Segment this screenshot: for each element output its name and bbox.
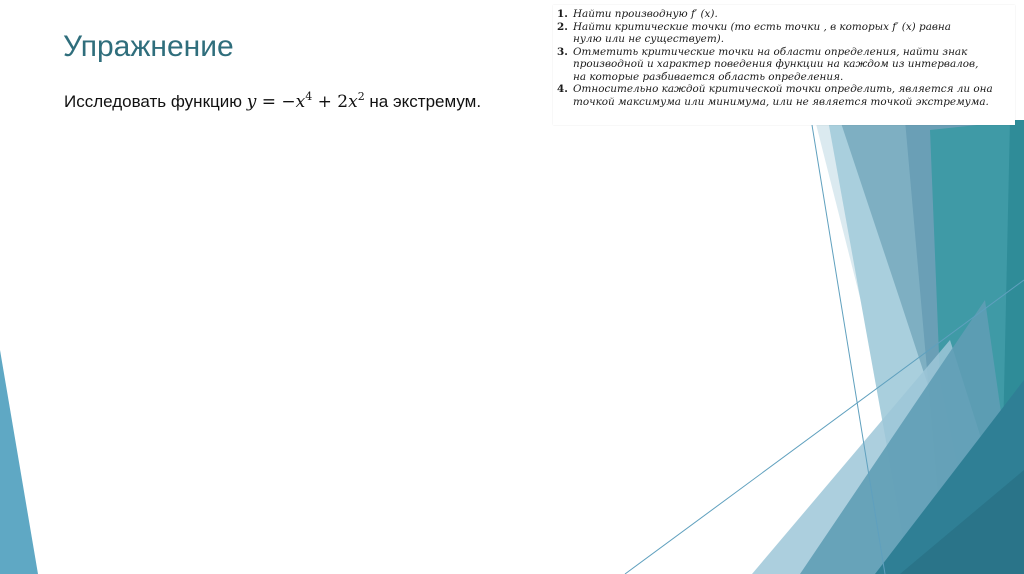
left-edge-shape [0,350,38,574]
formula-x1: x [295,92,306,112]
step-item [557,21,1015,46]
step-text: Относительно каждой критической точки определить, является ли она точкой максимума или минимума, или не является точкой экстремума. [573,83,993,108]
task-statement [64,90,481,112]
step-text: Найти производную f′ (x). [573,8,718,20]
formula-x2: x [348,92,358,112]
step-number: 3. [557,45,568,58]
task-formula [247,92,365,112]
step-item [557,83,1015,108]
step-item [557,8,1015,21]
algorithm-steps [553,5,1015,108]
step-number: 4. [557,83,568,95]
task-suffix: на экстремум. [364,92,482,111]
step-number: 1. [557,8,568,20]
formula-eq: = − [256,92,296,112]
step-text: Найти критические точки (то есть точки , в которых f′ (x) равна нулю или не существует). [573,20,951,45]
formula-exp2: 2 [357,90,365,103]
formula-y: y [246,92,257,112]
page-title: Упражнение [63,30,234,63]
formula-exp1: 4 [305,90,313,103]
formula-plus: + 2 [312,92,349,112]
step-text: Отметить критические точки на области определения, найти знак производной и характер поведения функции на каждом из интервалов, на которые разбивается область определения. [573,45,979,83]
task-prefix: Исследовать функцию [64,92,247,111]
step-item [557,46,1015,84]
algorithm-steps-box [553,5,1015,125]
step-number: 2. [557,20,568,33]
